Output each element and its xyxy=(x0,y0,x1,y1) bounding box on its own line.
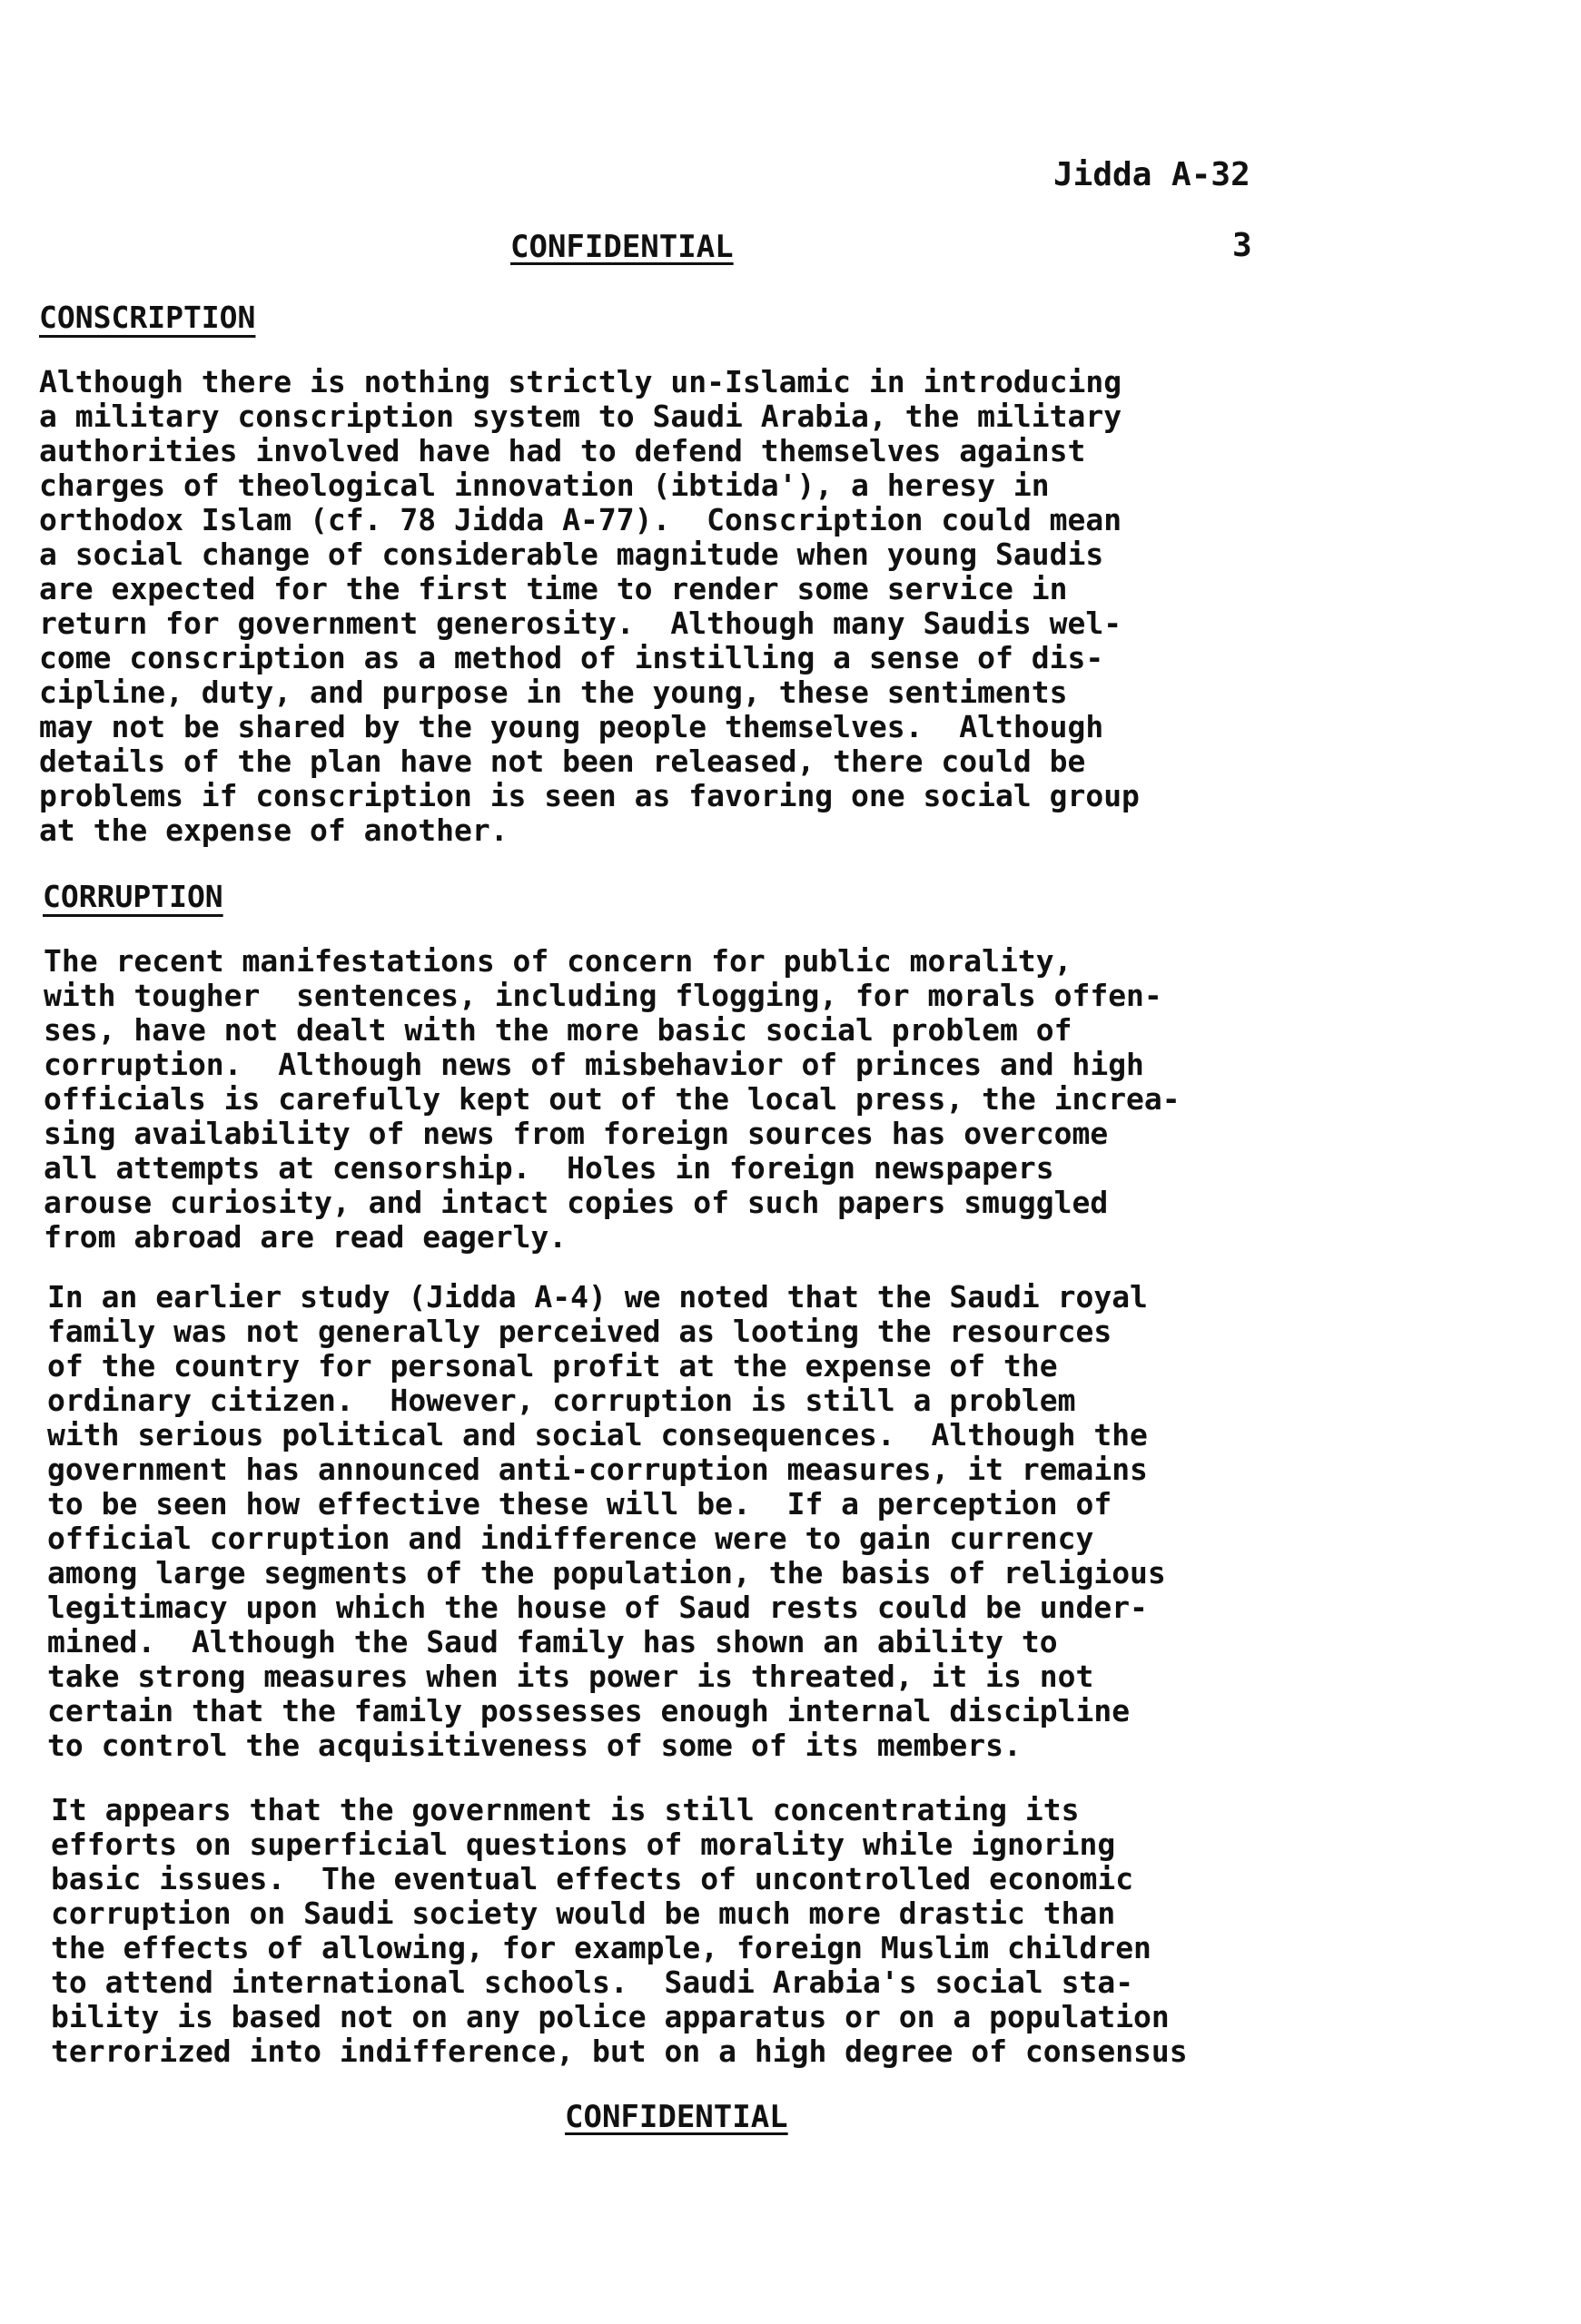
paragraph-corruption-3: It appears that the government is still concentrating its efforts on superficial questions of morality while ignoring basic issues. The eventual effects of uncontrolled economic corruption on Saudi society would be much more drastic than the effects of allowing, for example, foreign Muslim children to attend international schools. Saudi Arabia's social sta- bility is based not on any police apparatus or on a population terrorized into indifference, but on a high degree of consensus xyxy=(51,1792,1188,2069)
section-heading-corruption: CORRUPTION xyxy=(43,879,223,914)
classification-marking-top: CONFIDENTIAL xyxy=(510,229,734,265)
paragraph-corruption-2: In an earlier study (Jidda A-4) we noted that the Saudi royal family was not generally perceived as looting the resources of the country for personal profit at the expense of the ordinary citizen. However, corruption is still a problem with serious political and social consequences. Although the government has announced anti-corruption measures, it remains to be seen how effective these will be. If a perception of official corruption and indifference were to gain currency among large segments of the population, the basis of religious legitimacy upon which the house of Saud rests could be under- mined. Although the Saud family has shown an ability to take strong measures when its power is threated, it is not certain that the family possesses enough internal discipline to control the acquisitiveness of some of its members. xyxy=(47,1279,1166,1763)
section-heading-conscription: CONSCRIPTION xyxy=(39,300,256,335)
classification-marking-bottom: CONFIDENTIAL xyxy=(565,2099,788,2135)
page-number: 3 xyxy=(1232,227,1252,264)
paragraph-conscription: Although there is nothing strictly un-Islamic in introducing a military conscription system to Saudi Arabia, the military authorities involved have had to defend themselves against charges of theological innovation (ibtida'), a heresy in orthodox Islam (cf. 78 Jidda A-77). Conscription could mean a social change of considerable magnitude when young Saudis are expected for the first time to render some service in return for government generosity. Although many Saudis wel- come conscription as a method of instilling a sense of dis- cipline, duty, and purpose in the young, these sentiments may not be shared by the young people themselves. Although details of the plan have not been released, there could be problems if conscription is seen as favoring one social group at the expense of another. xyxy=(39,364,1140,848)
paragraph-corruption-1: The recent manifestations of concern for public morality, with tougher sentences, including flogging, for morals offen- ses, have not dealt with the more basic social problem of corruption. Although news of misbehavior of princes and high officials is carefully kept out of the local press, the increa- sing availability of news from foreign sources has overcome all attempts at censorship. Holes in foreign newspapers arouse curiosity, and intact copies of such papers smuggled from abroad are read eagerly. xyxy=(44,943,1181,1255)
document-reference: Jidda A-32 xyxy=(1053,156,1250,193)
